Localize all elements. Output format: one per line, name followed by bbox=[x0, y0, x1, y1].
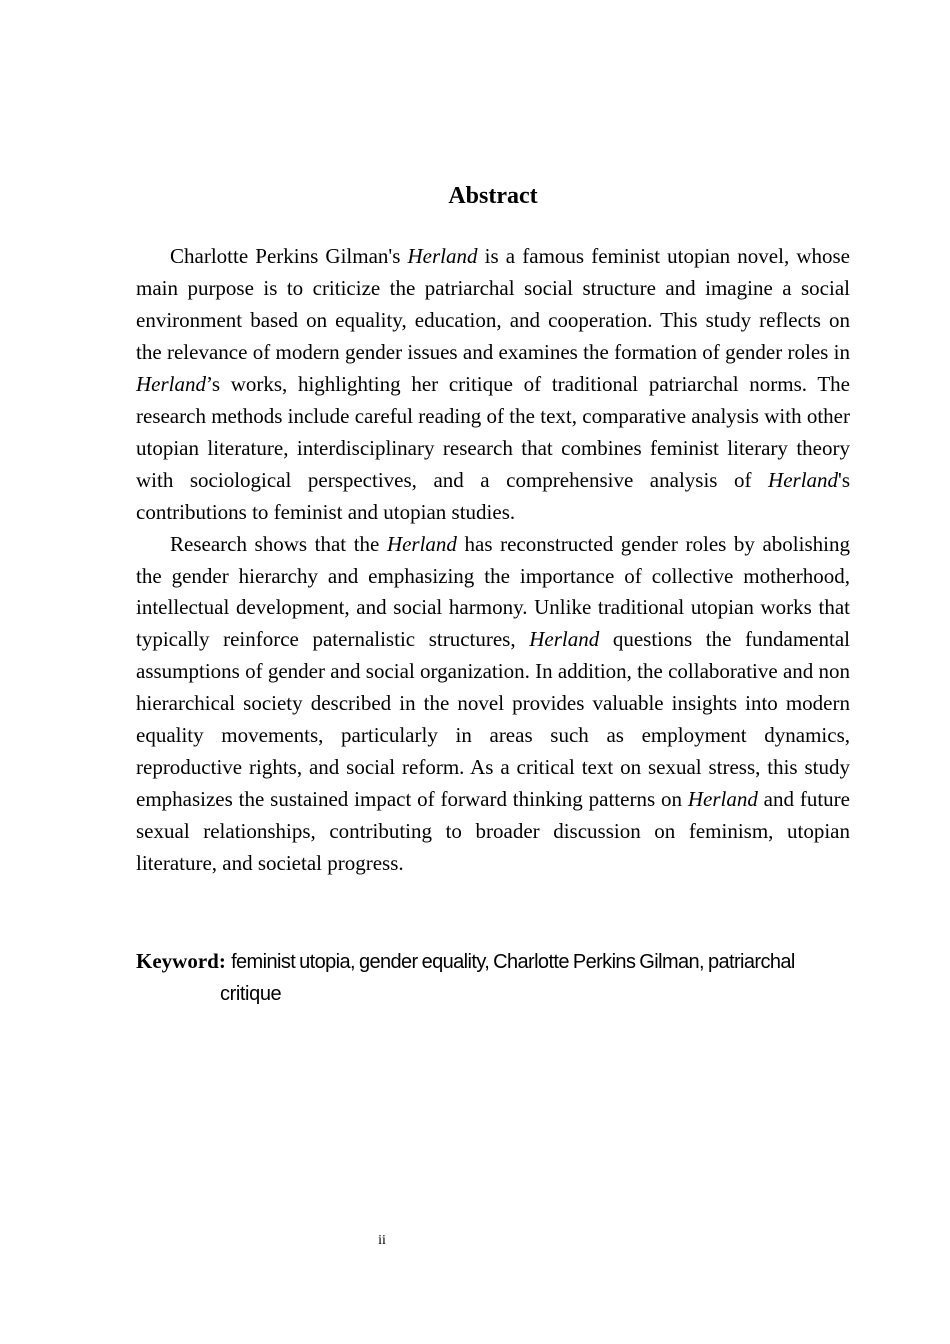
paragraph-1-text-3: ’s works, highlighting her critique of traditional patriarchal norms. The research methods include careful reading of the text, comparative analysis with other utopian literature, interdisciplinary research that combines feminist literary theory with sociological perspectives, and a comprehensive analysis of bbox=[136, 371, 850, 492]
paragraph-2-text-4: and future sexual relationships, contributing to broader discussion on feminism, utopian literature, and societal progress. bbox=[136, 787, 850, 876]
paragraph-2-text-1: Research shows that the bbox=[170, 531, 387, 556]
abstract-paragraph-2 bbox=[136, 529, 850, 880]
paragraph-1-text-1: Charlotte Perkins Gilman's bbox=[170, 244, 408, 268]
abstract-body bbox=[136, 241, 850, 880]
paragraph-1-italic-title-1: Herland bbox=[407, 244, 478, 268]
paragraph-2-text-3: questions the fundamental assumptions of gender and social organization. In addition, the collaborative and non hierarchical society described in the novel provides valuable insights into modern equality movements, particularly in areas such as employment dynamics, reproductive rights, and social reform. As a critical text on sexual stress, this study emphasizes the sustained impact of forward thinking patterns on bbox=[136, 627, 851, 812]
paragraph-2-italic-title-1: Herland bbox=[386, 531, 457, 556]
paragraph-1-italic-title-2: Herland bbox=[136, 371, 206, 396]
abstract-title: Abstract bbox=[448, 183, 538, 209]
paragraph-2-text-2: has reconstructed gender roles by abolishing the gender hierarchy and emphasizing the importance of collective motherhood, intellectual development, and social harmony. Unlike traditional utopian works that typically reinforce paternalistic structures, bbox=[136, 531, 850, 652]
page-number: ii bbox=[378, 1233, 386, 1248]
paragraph-1-text-2: is a famous feminist utopian novel, whose main purpose is to criticize the patriarchal social structure and imagine a social environment based on equality, education, and cooperation. This study reflects on the relevance of modern gender issues and examines the formation of gender roles in bbox=[136, 244, 851, 364]
keywords-label: Keyword: bbox=[136, 949, 226, 973]
abstract-paragraph-1 bbox=[136, 241, 850, 529]
paragraph-2-italic-title-3: Herland bbox=[687, 787, 758, 812]
keywords-line-1 bbox=[136, 945, 850, 978]
paragraph-1-italic-title-3: Herland bbox=[768, 467, 839, 492]
keywords-block bbox=[136, 945, 850, 1010]
keywords-line-2: critique bbox=[220, 983, 282, 1005]
paragraph-1-text-4: 's contributions to feminist and utopian studies. bbox=[136, 467, 850, 524]
paragraph-2-italic-title-2: Herland bbox=[529, 627, 600, 652]
keywords-values: feminist utopia, gender equality, Charlotte Perkins Gilman, patriarchal bbox=[231, 951, 795, 973]
